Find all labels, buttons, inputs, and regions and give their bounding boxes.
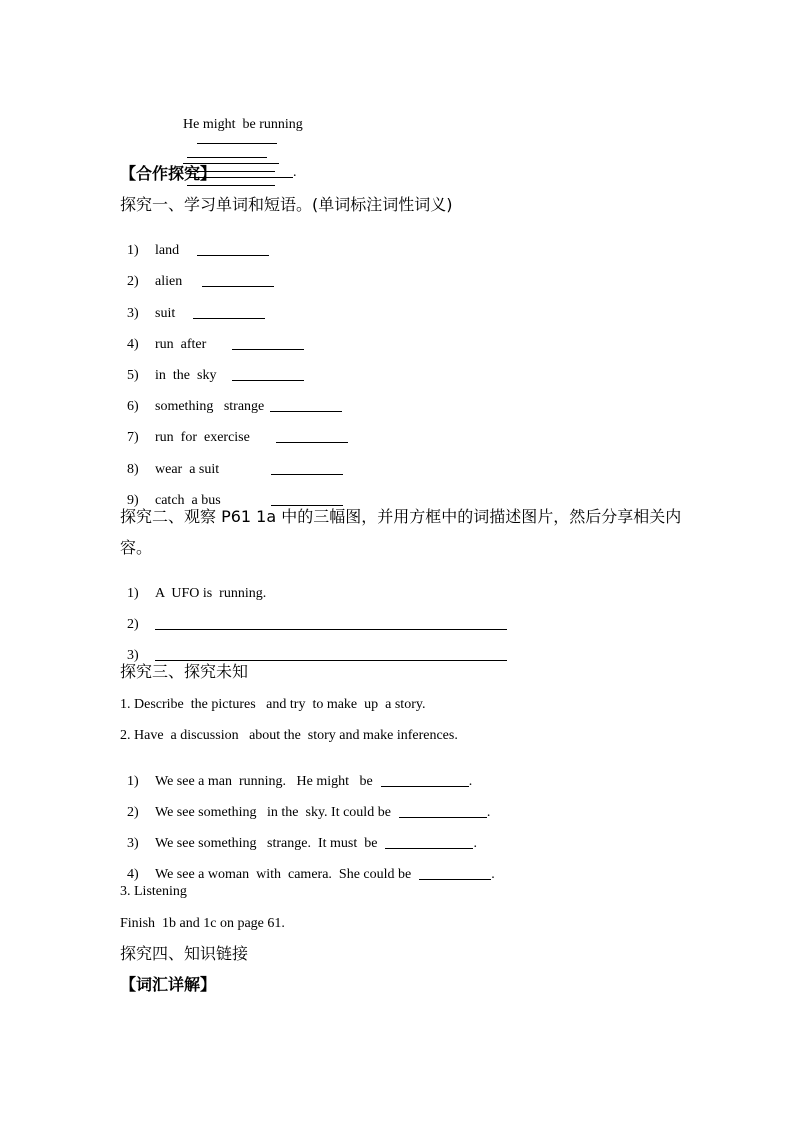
inference-item: 3) We see something strange. It must be . bbox=[127, 836, 477, 851]
answer-blank[interactable] bbox=[197, 255, 269, 256]
vocab-term: land bbox=[155, 243, 180, 258]
vocab-term: run after bbox=[155, 337, 207, 352]
inference-text: We see something in the sky. It could be bbox=[155, 805, 391, 820]
task-describe: 1. Describe the pictures and try to make up a story. bbox=[120, 697, 426, 712]
describe-item: 2) bbox=[120, 604, 507, 632]
vocab-term: suit bbox=[155, 306, 176, 321]
vocab-term: in the sky bbox=[155, 368, 217, 383]
explore3-title: 探究三、探究未知 bbox=[120, 662, 249, 681]
vocab-item: 2) alien bbox=[120, 261, 274, 289]
answer-blank[interactable] bbox=[193, 318, 265, 319]
end-punctuation: . bbox=[293, 165, 297, 180]
vocab-term: alien bbox=[155, 274, 183, 289]
answer-blank[interactable] bbox=[399, 817, 487, 818]
top-sentence-text: He might be running bbox=[183, 117, 303, 132]
inference-text: We see a woman with camera. She could be bbox=[155, 867, 412, 882]
vocab-term: catch a bus bbox=[155, 493, 221, 508]
vocab-term: wear a suit bbox=[155, 462, 220, 477]
answer-blank[interactable] bbox=[270, 411, 342, 412]
explore1-title: 探究一、学习单词和短语。(单词标注词性词义) bbox=[120, 195, 453, 214]
answer-blank[interactable] bbox=[381, 786, 469, 787]
task-listening: 3. Listening bbox=[120, 884, 187, 899]
vocab-item: 5) in the sky bbox=[120, 355, 304, 383]
answer-blank[interactable] bbox=[271, 474, 343, 475]
answer-blank[interactable] bbox=[155, 660, 507, 661]
inference-item: 4) We see a woman with camera. She could be . bbox=[127, 867, 495, 882]
task-discussion: 2. Have a discussion about the story and make inferences. bbox=[120, 728, 458, 743]
answer-blank[interactable] bbox=[276, 442, 348, 443]
answer-blank[interactable] bbox=[271, 505, 343, 506]
vocab-item: 6) something strange bbox=[120, 386, 342, 414]
vocab-item: 9) catch a bus bbox=[120, 480, 343, 508]
explore2-title-continued: 容。 bbox=[120, 538, 153, 557]
answer-blank[interactable] bbox=[385, 848, 473, 849]
answer-blank[interactable] bbox=[419, 879, 491, 880]
vocab-item: 8) wear a suit bbox=[120, 449, 343, 477]
section-title: 【合作探究】 bbox=[120, 164, 217, 183]
answer-blank[interactable] bbox=[187, 185, 275, 186]
answer-blank[interactable] bbox=[155, 629, 507, 630]
vocab-term: run for exercise bbox=[155, 430, 250, 445]
inference-item: 2) We see something in the sky. It could be . bbox=[127, 805, 491, 820]
inference-text: We see something strange. It must be bbox=[155, 836, 378, 851]
describe-item: 1) A UFO is running. bbox=[127, 586, 267, 601]
explore4-title: 探究四、知识链接 bbox=[120, 944, 249, 963]
answer-blank[interactable] bbox=[232, 349, 304, 350]
vocab-item: 7) run for exercise bbox=[120, 417, 348, 445]
task-listening-detail: Finish 1b and 1c on page 61. bbox=[120, 916, 285, 931]
describe-item: 3) bbox=[120, 635, 507, 663]
describe-example: A UFO is running. bbox=[155, 586, 267, 601]
vocab-detail-title: 【词汇详解】 bbox=[120, 975, 217, 994]
explore2-title: 探究二、观察 P61 1a 中的三幅图，并用方框中的词描述图片，然后分享相关内 bbox=[120, 507, 682, 526]
vocab-term: something strange bbox=[155, 399, 265, 414]
inference-text: We see a man running. He might be bbox=[155, 774, 373, 789]
vocab-item: 1) land bbox=[120, 230, 269, 258]
inference-item: 1) We see a man running. He might be . bbox=[127, 774, 473, 789]
answer-blank[interactable] bbox=[232, 380, 304, 381]
vocab-item: 3) suit bbox=[120, 293, 265, 321]
vocab-item: 4) run after bbox=[120, 324, 304, 352]
answer-blank[interactable] bbox=[202, 286, 274, 287]
